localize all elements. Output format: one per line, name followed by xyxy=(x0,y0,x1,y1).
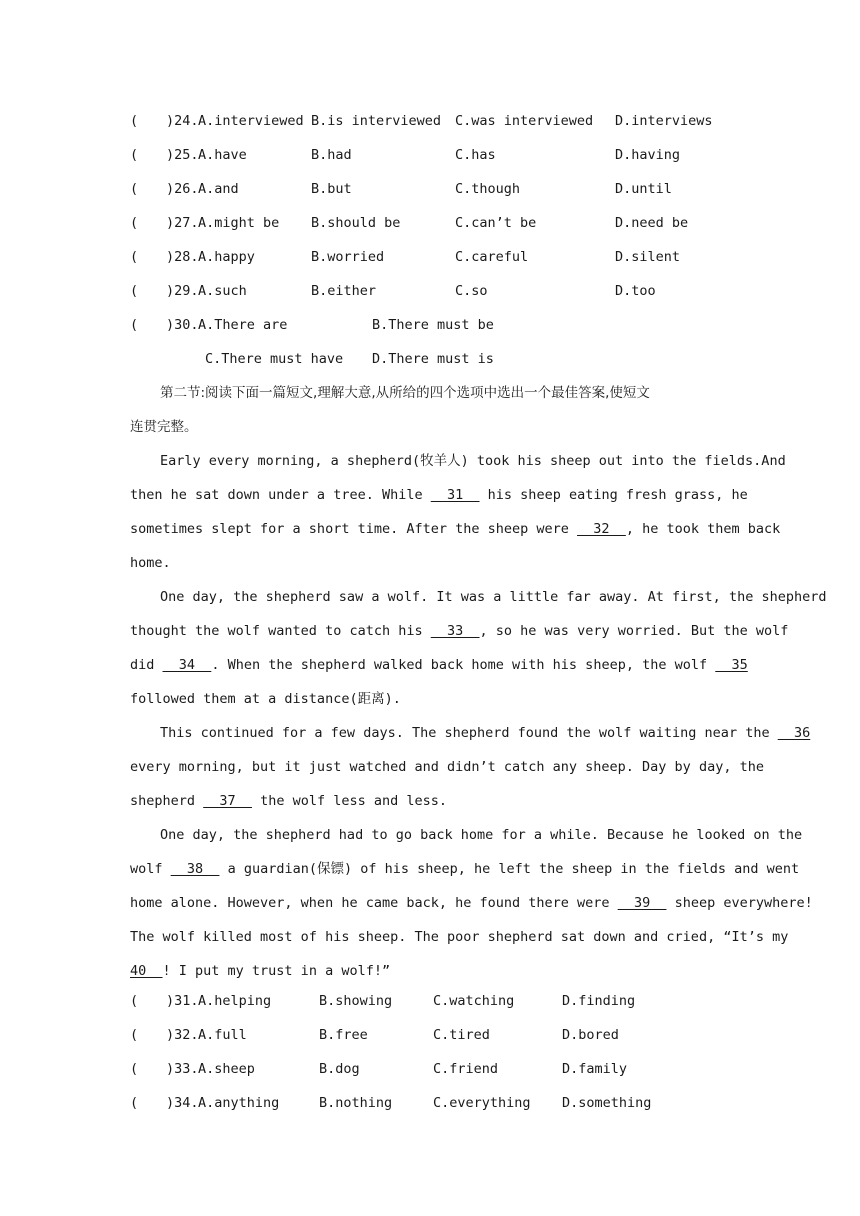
option-c: C.watching xyxy=(433,993,515,1009)
option-c: C.so xyxy=(455,283,488,299)
passage-text: This continued for a few days. The shepherd found the wolf waiting near the xyxy=(160,725,770,741)
blank-39: 39 xyxy=(617,895,667,911)
answer-paren: ( xyxy=(130,249,139,265)
option-d: D.too xyxy=(615,283,656,299)
option-c: C.everything xyxy=(433,1095,531,1111)
option-c: C.There must have xyxy=(205,351,344,367)
option-a: A.anything xyxy=(198,1095,280,1111)
passage-line: every morning, but it just watched and didn’t catch any sheep. Day by day, the xyxy=(130,759,764,775)
option-b: B.either xyxy=(311,283,377,299)
answer-paren: ( xyxy=(130,1095,139,1111)
passage-line: home. xyxy=(130,555,171,571)
option-c: C.though xyxy=(455,181,521,197)
passage-text: sometimes slept for a short time. After the sheep were xyxy=(130,521,569,537)
option-d: D.silent xyxy=(615,249,681,265)
question-number: )33. xyxy=(166,1061,199,1077)
passage-line xyxy=(130,485,748,505)
option-b: B.but xyxy=(311,181,352,197)
blank-32: 32 xyxy=(577,521,626,537)
passage-text: sheep everywhere! xyxy=(674,895,813,911)
option-a: A.There are xyxy=(198,317,288,333)
blank-40: 40 xyxy=(130,963,163,979)
option-c: C.careful xyxy=(455,249,529,265)
option-b: B.There must be xyxy=(372,317,494,333)
answer-paren: ( xyxy=(130,147,139,163)
passage-text: wolf xyxy=(130,861,163,877)
option-a: A.might be xyxy=(198,215,280,231)
answer-paren: ( xyxy=(130,215,139,231)
option-a: A.full xyxy=(198,1027,247,1043)
section-instructions: 第二节:阅读下面一篇短文,理解大意,从所给的四个选项中选出一个最佳答案,使短文 xyxy=(160,385,650,401)
option-d: D.until xyxy=(615,181,672,197)
passage-text: ! I put my trust in a wolf!” xyxy=(162,963,391,979)
blank-31: 31 xyxy=(430,487,480,503)
passage-text: a guardian(保镖) of his sheep, he left the sheep in the fields and went xyxy=(227,861,800,877)
passage-line: One day, the shepherd saw a wolf. It was a little far away. At first, the shepherd xyxy=(160,589,827,605)
option-d: D.There must is xyxy=(372,351,494,367)
question-number: )31. xyxy=(166,993,199,1009)
answer-paren: ( xyxy=(130,283,139,299)
option-b: B.should be xyxy=(311,215,401,231)
passage-text: shepherd xyxy=(130,793,196,809)
question-number: )27. xyxy=(166,215,199,231)
option-b: B.dog xyxy=(319,1061,360,1077)
answer-paren: ( xyxy=(130,317,139,333)
passage-text: then he sat down under a tree. While xyxy=(130,487,423,503)
section-instructions-continued: 连贯完整。 xyxy=(130,419,198,435)
passage-text: , so he was very worried. But the wolf xyxy=(479,623,789,639)
passage-text: did xyxy=(130,657,155,673)
option-b: B.free xyxy=(319,1027,368,1043)
blank-36: 36 xyxy=(777,725,811,741)
option-a: A.interviewed xyxy=(198,113,304,129)
question-number: )30. xyxy=(166,317,199,333)
passage-line xyxy=(130,655,748,675)
answer-paren: ( xyxy=(130,993,139,1009)
option-c: C.tired xyxy=(433,1027,490,1043)
option-a: A.sheep xyxy=(198,1061,255,1077)
option-a: A.happy xyxy=(198,249,255,265)
passage-line xyxy=(130,791,730,811)
option-b: B.had xyxy=(311,147,352,163)
option-c: C.can’t be xyxy=(455,215,537,231)
passage-line: followed them at a distance(距离). xyxy=(130,691,401,707)
blank-37: 37 xyxy=(203,793,252,809)
option-b: B.is interviewed xyxy=(311,113,442,129)
option-a: A.helping xyxy=(198,993,272,1009)
option-c: C.was interviewed xyxy=(455,113,594,129)
answer-paren: ( xyxy=(130,113,139,129)
option-d: D.something xyxy=(562,1095,652,1111)
question-number: )32. xyxy=(166,1027,199,1043)
option-b: B.worried xyxy=(311,249,385,265)
option-d: D.interviews xyxy=(615,113,713,129)
option-b: B.nothing xyxy=(319,1095,393,1111)
blank-38: 38 xyxy=(170,861,220,877)
answer-paren: ( xyxy=(130,1061,139,1077)
blank-35: 35 xyxy=(715,657,748,673)
option-d: D.having xyxy=(615,147,681,163)
passage-text: . When the shepherd walked back home with his sheep, the wolf xyxy=(211,657,708,673)
passage-text: the wolf less and less. xyxy=(260,793,448,809)
option-d: D.need be xyxy=(615,215,689,231)
question-number: )34. xyxy=(166,1095,199,1111)
passage-line xyxy=(130,893,813,913)
option-a: A.have xyxy=(198,147,247,163)
option-a: A.and xyxy=(198,181,239,197)
passage-line xyxy=(130,859,800,879)
option-d: D.family xyxy=(562,1061,628,1077)
passage-line: One day, the shepherd had to go back home for a while. Because he looked on the xyxy=(160,827,803,843)
answer-paren: ( xyxy=(130,1027,139,1043)
option-d: D.finding xyxy=(562,993,636,1009)
passage-line xyxy=(130,621,789,641)
question-number: )26. xyxy=(166,181,199,197)
passage-text: thought the wolf wanted to catch his xyxy=(130,623,423,639)
passage-line xyxy=(130,519,781,539)
option-c: C.friend xyxy=(433,1061,499,1077)
answer-paren: ( xyxy=(130,181,139,197)
question-number: )25. xyxy=(166,147,199,163)
blank-33: 33 xyxy=(430,623,480,639)
blank-34: 34 xyxy=(162,657,212,673)
passage-text: , he took them back xyxy=(625,521,781,537)
option-b: B.showing xyxy=(319,993,393,1009)
passage-text: home alone. However, when he came back, he found there were xyxy=(130,895,610,911)
passage-line xyxy=(130,961,730,981)
option-c: C.has xyxy=(455,147,496,163)
passage-line: Early every morning, a shepherd(牧羊人) took his sheep out into the fields.And xyxy=(160,453,786,469)
passage-line xyxy=(130,723,811,743)
option-a: A.such xyxy=(198,283,247,299)
question-number: )28. xyxy=(166,249,199,265)
option-d: D.bored xyxy=(562,1027,619,1043)
passage-line: The wolf killed most of his sheep. The poor shepherd sat down and cried, “It’s my xyxy=(130,929,789,945)
passage-text: his sheep eating fresh grass, he xyxy=(487,487,748,503)
question-number: )24. xyxy=(166,113,199,129)
question-number: )29. xyxy=(166,283,199,299)
